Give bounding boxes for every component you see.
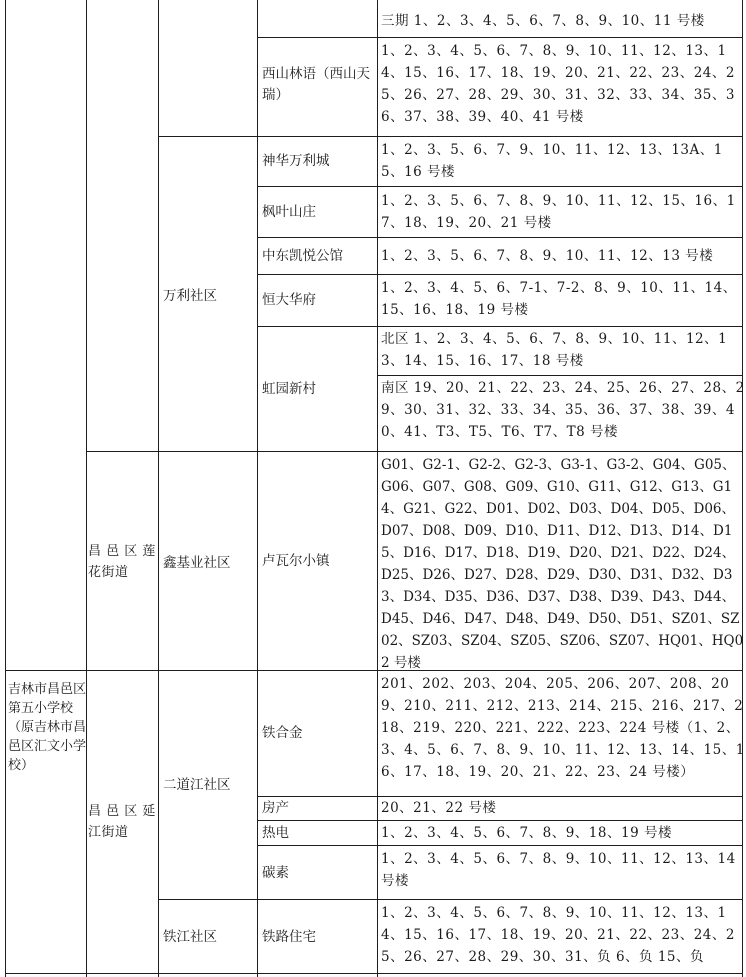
street-yanjiang: 昌 邑 区 延江街道 [88, 804, 156, 840]
complex-name: 铁合金 [262, 725, 303, 741]
building-list: 1、2、3、4、5、6、7、8、9、18、19 号楼 [381, 825, 672, 841]
community-erdaojiang: 二道江社区 [163, 777, 231, 793]
building-list: 1、2、3、4、5、6、7-1、7-2、8、9、10、11、14、15、16、18、19 号楼 [381, 280, 737, 318]
building-list: G01、G2-1、G2-2、G2-3、G3-1、G3-2、G04、G05、G06、G07、G08、G09、G10、G11、G12、G13、G14、G21、G22、D01、D02、D03、D04、D05、D06、D07、D08、D09、D10、D11、D12、D13、D14、D15、D16、D17、D18、D19、D20、D21、D22、D24、D25、D26、D27、D28、D29、D30、D31、D32、D33、D34、D35、D36、D37、D38、D39、D43、D44、D45、D46、D47、D48、D49、D50、D51、SZ01、SZ02、SZ03、SZ04、SZ05、SZ06、SZ07、HQ01、HQ02 号楼 [381, 457, 744, 671]
complex-name: 虹园新村 [262, 381, 316, 397]
community-wanli: 万利社区 [163, 288, 217, 304]
building-list: 南区 19、20、21、22、23、24、25、26、27、28、29、30、31、32、33、34、35、36、37、38、39、40、41、T3、T5、T6、T7、T8 号楼 [381, 380, 745, 440]
building-list: 201、202、203、204、205、206、207、208、209、210、211、212、213、214、215、216、217、218、219、220、221、222、223、224 号楼（1、2、3、4、5、6、7、8、9、10、11、12、13、14、15、16、17、18、19、20、21、22、23、24 号楼） [381, 676, 745, 780]
building-list: 1、2、3、5、6、7、8、9、10、11、12、13 号楼 [381, 248, 714, 264]
building-list: 三期 1、2、3、4、5、6、7、8、9、10、11 号楼 [381, 13, 705, 29]
complex-name: 神华万利城 [262, 153, 330, 169]
complex-name: 碳素 [262, 865, 289, 881]
building-list: 1、2、3、5、6、7、9、10、11、12、13、13A、15、16 号楼 [381, 142, 723, 180]
street-lianhua: 昌 邑 区 莲花街道 [88, 544, 156, 580]
complex-name: 恒大华府 [262, 292, 316, 308]
school-name: 吉林市昌邑区第五小学校（原吉林市昌邑区汇文小学校） [8, 682, 87, 773]
building-list: 1、2、3、4、5、6、7、8、9、10、11、12、13、14、15、16、17、18、19、20、21、22、23、24、25、26、27、28、29、30、31、32、33、34、35、36、37、38、39、40、41 号楼 [381, 43, 735, 125]
building-list: 1、2、3、4、5、6、7、8、9、10、11、12、13、14 号楼 [381, 851, 736, 889]
community-tiejiang: 铁江社区 [163, 929, 217, 945]
building-list: 20、21、22 号楼 [381, 800, 497, 816]
building-list: 1、2、3、4、5、6、7、8、9、10、11、12、13、14、15、16、17、18、19、20、21、22、23、24、25、26、27、28、29、30、31、负 6、负 15、负 [381, 905, 735, 965]
complex-name: 房产 [262, 800, 289, 816]
complex-name: 热电 [262, 825, 289, 841]
complex-name: 铁路住宅 [262, 929, 316, 945]
complex-name: 中东凯悦公馆 [262, 248, 343, 264]
community-xinjiye: 鑫基业社区 [163, 555, 231, 571]
complex-name: 卢瓦尔小镇 [262, 553, 330, 569]
complex-name: 枫叶山庄 [262, 204, 316, 220]
complex-name: 西山林语（西山天瑞） [262, 66, 370, 103]
building-list: 1、2、3、5、6、7、8、9、10、11、12、15、16、17、18、19、20、21 号楼 [381, 193, 736, 231]
building-list: 北区 1、2、3、4、5、6、7、8、9、10、11、12、13、14、15、16、17、18 号楼 [381, 331, 728, 369]
